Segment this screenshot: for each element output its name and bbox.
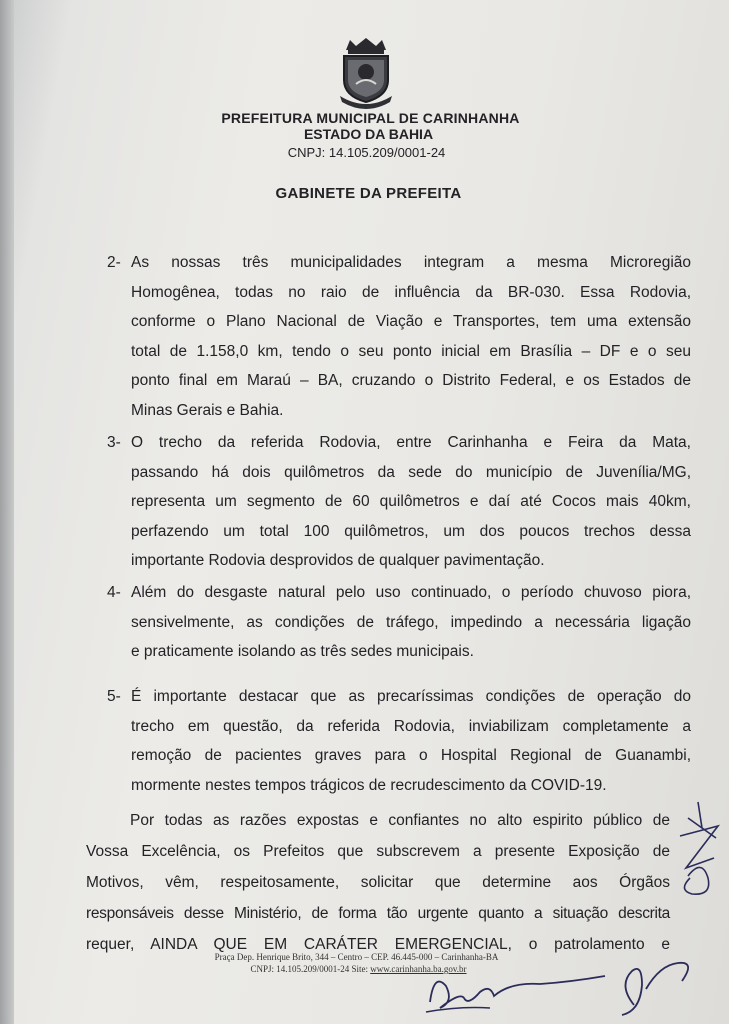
footer-cnpj: CNPJ: 14.105.209/0001-24 Site: (250, 964, 371, 974)
closing-line: Vossa Excelência, os Prefeitos que subscrevem a presente Exposição de (86, 843, 670, 860)
handwritten-signature-icon (420, 962, 610, 1022)
closing-paragraph (86, 805, 670, 960)
closing-line: responsáveis desse Ministério, de forma tão urgente quanto a situação descrita (86, 905, 670, 922)
header-office: GABINETE DA PREFEITA (275, 185, 462, 202)
header-municipality: PREFEITURA MUNICIPAL DE CARINHANHA (221, 110, 520, 126)
item-number: 5- (107, 688, 121, 705)
item-line: sensivelmente, as condições de tráfego, impedindo a necessária ligação (131, 613, 691, 631)
item-line: Minas Gerais e Bahia. (131, 401, 284, 419)
item-line: É importante destacar que as precaríssimas condições de operação do (131, 688, 691, 705)
item-line: representa um segmento de 60 quilômetros e daí até Cocos mais 40km, (131, 493, 691, 510)
item-line: total de 1.158,0 km, tendo o seu ponto inicial em Brasília – DF e o seu (131, 342, 691, 360)
item-line: trecho em questão, da referida Rodovia, inviabilizam completamente a (131, 717, 691, 735)
closing-line: Por todas as razões expostas e confiantes no alto espirito público de (130, 812, 670, 829)
item-line: remoção de pacientes graves para o Hospital Regional de Guanambi, (131, 747, 691, 764)
item-line: importante Rodovia desprovidos de qualquer pavimentação. (131, 552, 545, 569)
item-line: O trecho da referida Rodovia, entre Carinhanha e Feira da Mata, (131, 434, 691, 451)
handwritten-initial-icon (612, 945, 702, 1020)
closing-line: Motivos, vêm, respeitosamente, solicitar que determine aos Órgãos (86, 874, 670, 891)
item-number: 4- (107, 584, 121, 601)
item-line: mormente nestes tempos trágicos de recrudescimento da COVID-19. (131, 776, 607, 794)
footer-address: Praça Dep. Henrique Brito, 344 – Centro – CEP. 46.445-000 – Carinhanha-BA (214, 952, 499, 962)
item-line: ponto final em Maraú – BA, cruzando o Distrito Federal, e os Estados de (131, 372, 691, 389)
item-line: conforme o Plano Nacional de Viação e Transportes, tem uma extensão (131, 313, 691, 330)
item-line: Além do desgaste natural pelo uso continuado, o período chuvoso piora, (131, 584, 691, 601)
item-number: 3- (107, 434, 121, 451)
item-line: perfazendo um total 100 quilômetros, um dos poucos trechos dessa (131, 522, 691, 540)
item-line: passando há dois quilômetros da sede do município de Juvenília/MG, (131, 463, 691, 481)
item-line: e praticamente isolando as três sedes municipais. (131, 643, 474, 660)
header-state: ESTADO DA BAHIA (303, 126, 434, 142)
item-number: 2- (107, 254, 121, 271)
item-line: As nossas três municipalidades integram a mesma Microregião (131, 254, 691, 271)
closing-line: requer, AINDA QUE EM CARÁTER EMERGENCIAL, o patrolamento e (86, 936, 670, 953)
item-line: Homogênea, todas no raio de influência da BR-030. Essa Rodovia, (131, 283, 691, 301)
handwritten-initials-icon (668, 798, 726, 908)
header-cnpj: CNPJ: 14.105.209/0001-24 (287, 145, 446, 160)
footer-site-link: www.carinhanha.ba.gov.br (370, 964, 467, 974)
coat-of-arms-icon (334, 36, 398, 110)
